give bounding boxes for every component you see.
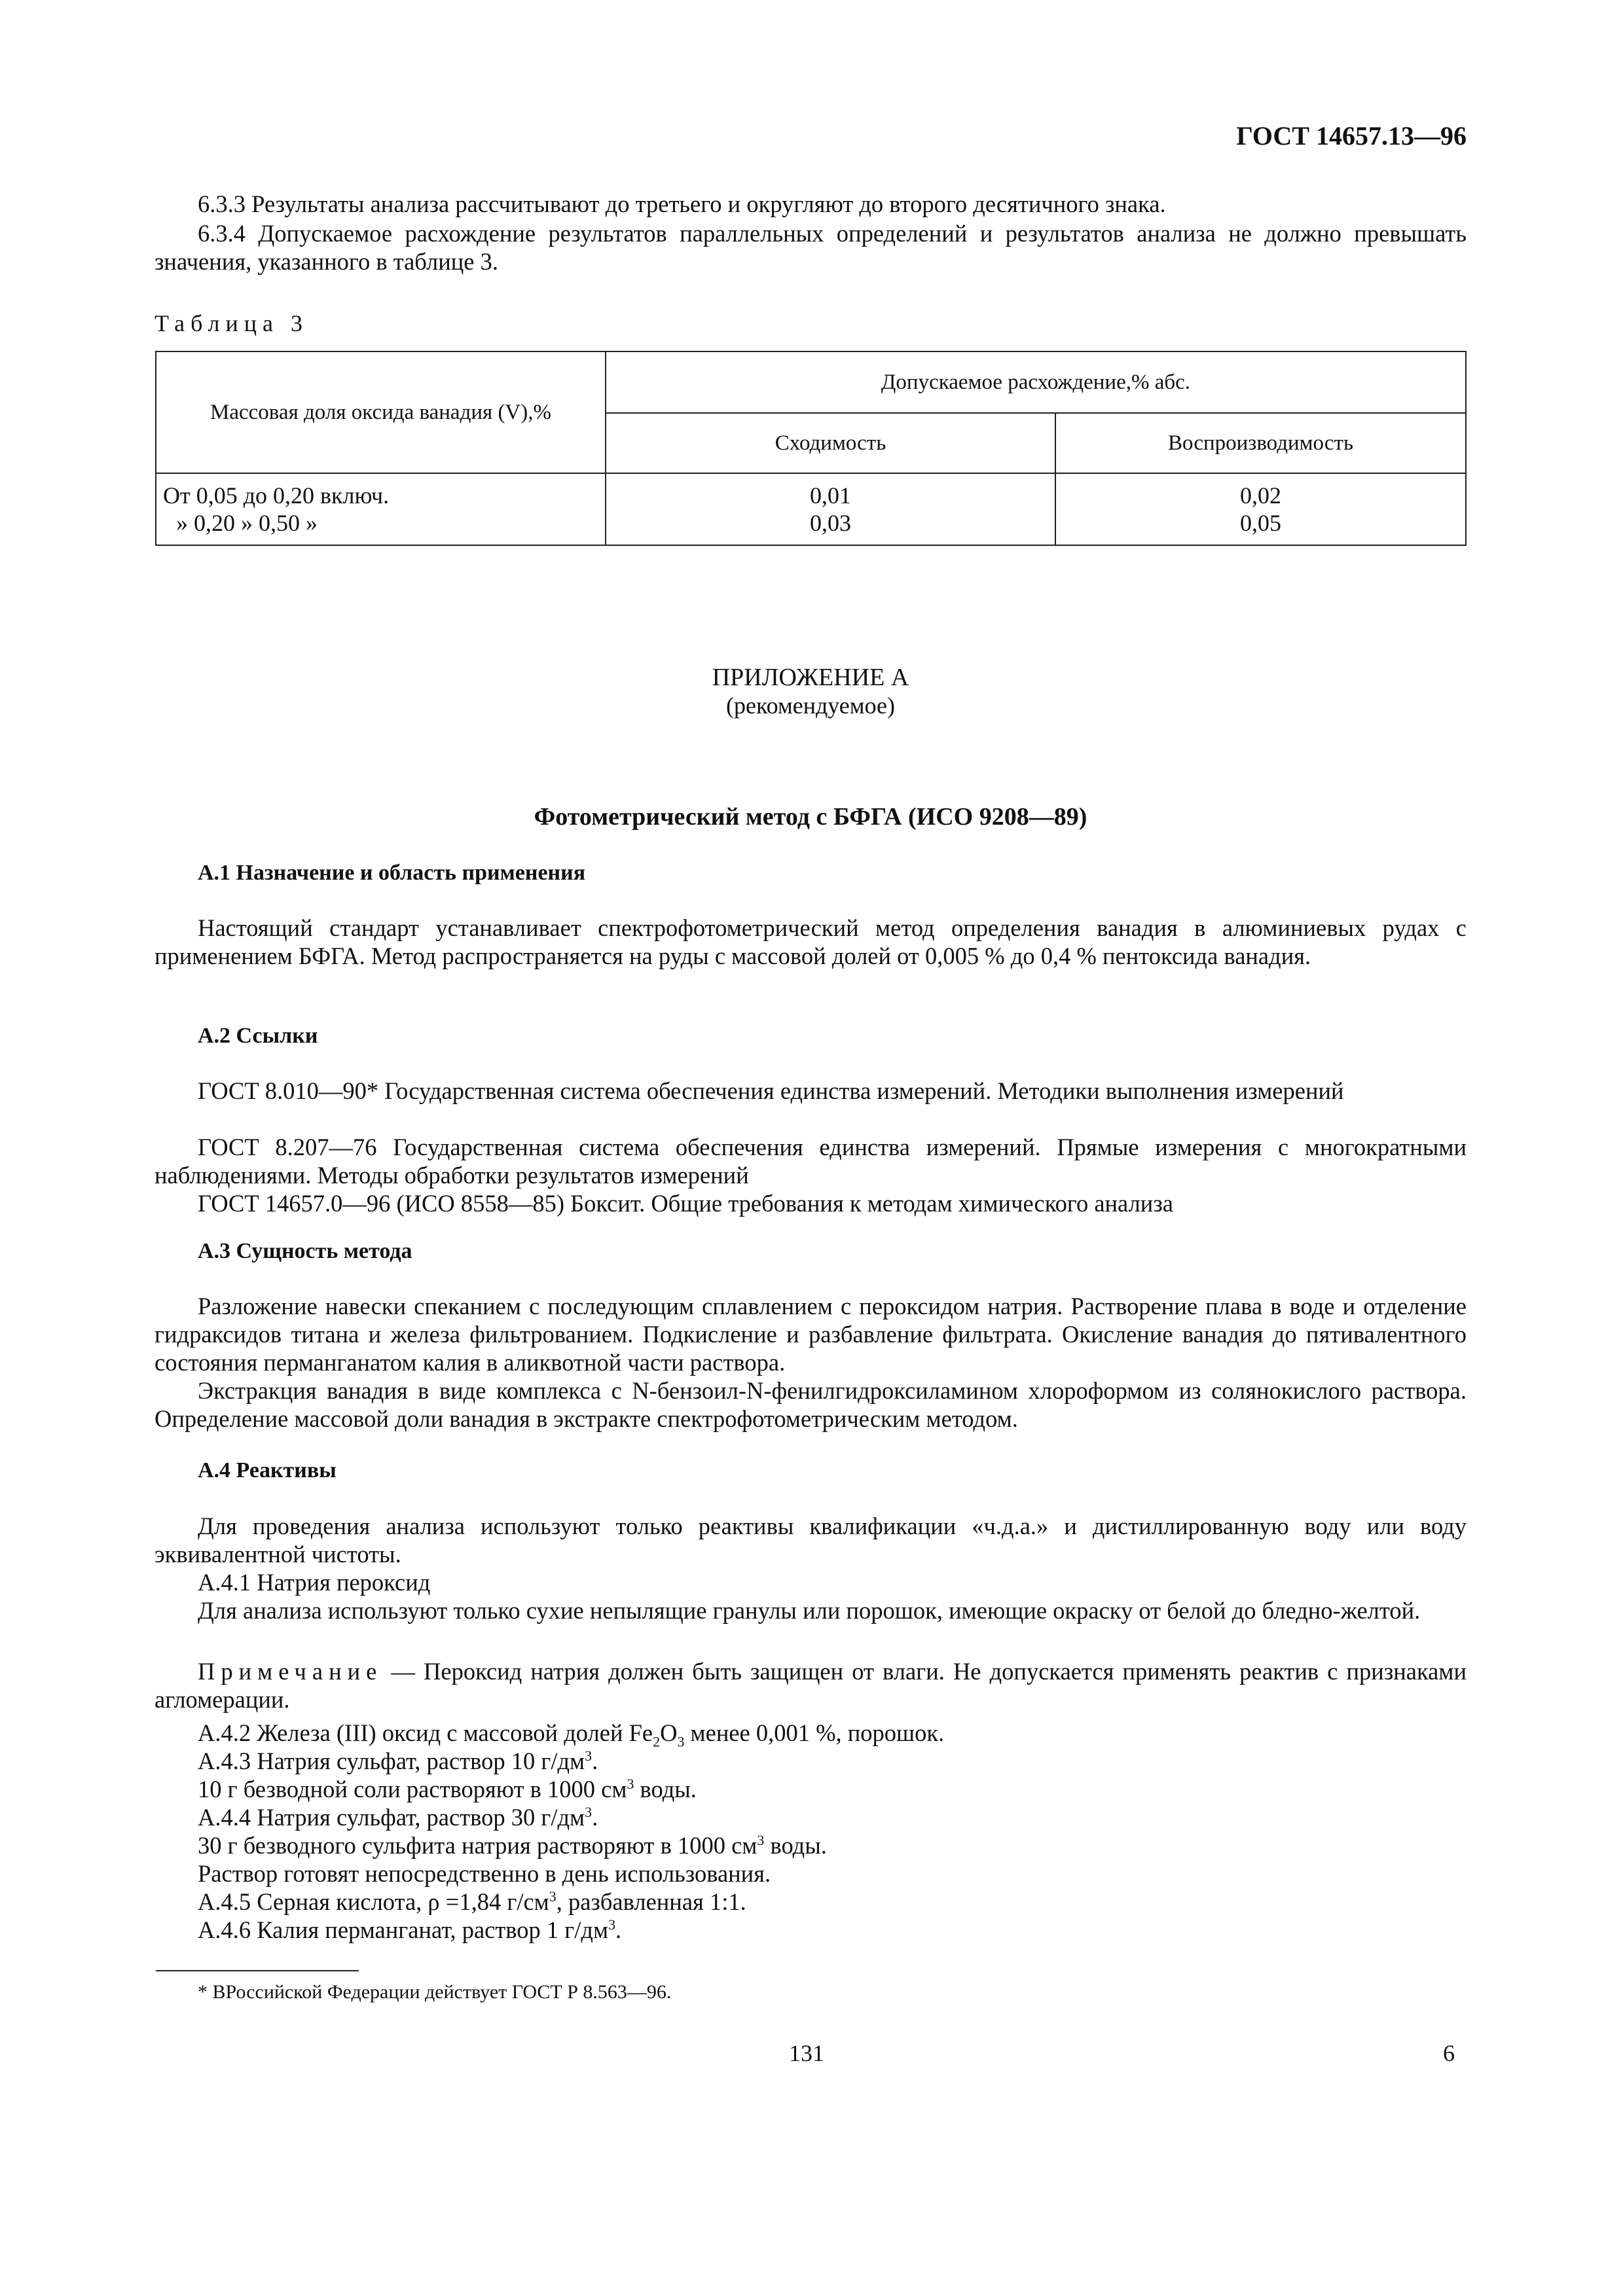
sheet-number: 6: [1443, 2040, 1455, 2066]
reference-gost-8-207: ГОСТ 8.207—76 Государственная система обеспечения единства измерений. Прямые измерения с многократными наблюдениями. Методы обработки результатов измерений: [155, 1134, 1467, 1189]
document-code: ГОСТ 14657.13—96: [1236, 121, 1467, 151]
table-caption: Таблица 3: [155, 310, 308, 336]
section-heading-a4: А.4 Реактивы: [198, 1458, 337, 1482]
item-a4-4: А.4.4 Натрия сульфат, раствор 30 $г/дм^3$.: [198, 1803, 598, 1831]
item-a4-3-text: 10 г безводной соли растворяют в 1000 $см^3$ воды.: [198, 1775, 697, 1803]
paragraph-6-3-4: 6.3.4 Допускаемое расхождение результатов параллельных определений и результатов анализа не должно превышать значения, указанного в таблице 3.: [155, 220, 1467, 275]
item-a4-5: А.4.5 Серная кислота, ρ =1,84 $г/см^3$, разбавленная 1:1.: [198, 1888, 746, 1915]
table-cell-reproducibility: 0,02: [1240, 482, 1281, 509]
paragraph-a3-1: Разложение навески спеканием с последующим сплавлением с пероксидом натрия. Растворение плава в воде и отделение гидраксидов титана и железа фильтрованием. Подкисление и разбавление фильтрата. Окисление ванадия до пятивалентного состояния перманганатом калия в аликвотной части раствора.: [155, 1293, 1467, 1376]
item-a4-6: А.4.6 Калия перманганат, раствор 1 $г/дм^3$.: [198, 1916, 622, 1943]
section-heading-a2: А.2 Ссылки: [198, 1024, 318, 1048]
item-a4-3: А.4.3 Натрия сульфат, раствор 10 $г/дм^3$.: [198, 1747, 598, 1774]
item-a4-1: А.4.1 Натрия пероксид: [198, 1569, 431, 1596]
table-header-allowed-discrepancy: Допускаемое расхождение,% абс.: [606, 351, 1466, 413]
table-cell-convergence: 0,01: [810, 482, 851, 509]
footnote-divider: [156, 1970, 359, 1971]
reference-gost-8-010: ГОСТ 8.010—90* Государственная система обеспечения единства измерений. Методики выполнения измерений: [198, 1077, 1344, 1104]
appendix-subtitle: (рекомендуемое): [726, 692, 895, 719]
note-label: Примечание: [198, 1658, 383, 1685]
paragraph-a4-1: Для анализа используют только сухие непылящие гранулы или порошок, имеющие окраску от белой до бледно-желтой.: [198, 1597, 1421, 1624]
paragraph-a1: Настоящий стандарт устанавливает спектрофотометрический метод определения ванадия в алюминиевых рудах с применением БФГА. Метод распространяется на руды с массовой долей от 0,005 % до 0,4 % пентоксида ванадия.: [155, 914, 1467, 969]
page-number: 131: [789, 2040, 824, 2066]
appendix-title: ПРИЛОЖЕНИЕ А: [712, 664, 909, 691]
footnote: * ВРоссийской Федерации действует ГОСТ Р 8.563—96.: [198, 1981, 672, 2003]
note-a4-1: [155, 1657, 1467, 1713]
table-header-reproducibility: Воспроизводимость: [1055, 413, 1466, 473]
table-3: [155, 351, 1467, 546]
table-cell-convergence: 0,03: [810, 510, 851, 536]
table-cell-reproducibility: 0,05: [1240, 510, 1281, 536]
paragraph-a4: Для проведения анализа используют только реактивы квалификации «ч.д.а.» и дистиллированную воду или воду эквивалентной чистоты.: [155, 1513, 1467, 1568]
section-heading-a1: А.1 Назначение и область применения: [198, 861, 586, 885]
section-heading-a3: А.3 Сущность метода: [198, 1239, 412, 1263]
note-text: — Пероксид натрия должен быть защищен от влаги. Не допускается применять реактив с признаками агломерации.: [155, 1658, 1467, 1713]
item-a4-2: А.4.2 Железа (III) оксид с массовой долей $Fe_2O_3$ менее 0,001 %, порошок.: [198, 1719, 945, 1750]
table-cell-range: От 0,05 до 0,20 включ.: [163, 482, 390, 509]
table-row: [156, 473, 1466, 545]
paragraph-6-3-3: 6.3.3 Результаты анализа рассчитывают до третьего и округляют до второго десятичного знака.: [198, 190, 1166, 217]
paragraph-a3-2: Экстракция ванадия в виде комплекса с N-бензоил-N-фенилгидроксиламином хлороформом из солянокислого раствора. Определение массовой доли ванадия в экстракте спектрофотометрическим методом.: [155, 1377, 1467, 1432]
item-a4-4-text: 30 г безводного сульфита натрия растворяют в 1000 $см^3$ воды.: [198, 1831, 827, 1859]
table-header-mass-fraction: Массовая доля оксида ванадия (V),%: [156, 351, 606, 473]
table-cell-range: » 0,20 » 0,50 »: [176, 510, 318, 536]
method-title: Фотометрический метод с БФГА (ИСО 9208—89): [534, 803, 1087, 831]
table-header-convergence: Сходимость: [606, 413, 1055, 473]
item-a4-4-note: Раствор готовят непосредственно в день использования.: [198, 1860, 771, 1887]
reference-gost-14657-0: ГОСТ 14657.0—96 (ИСО 8558—85) Боксит. Общие требования к методам химического анализа: [198, 1190, 1173, 1217]
